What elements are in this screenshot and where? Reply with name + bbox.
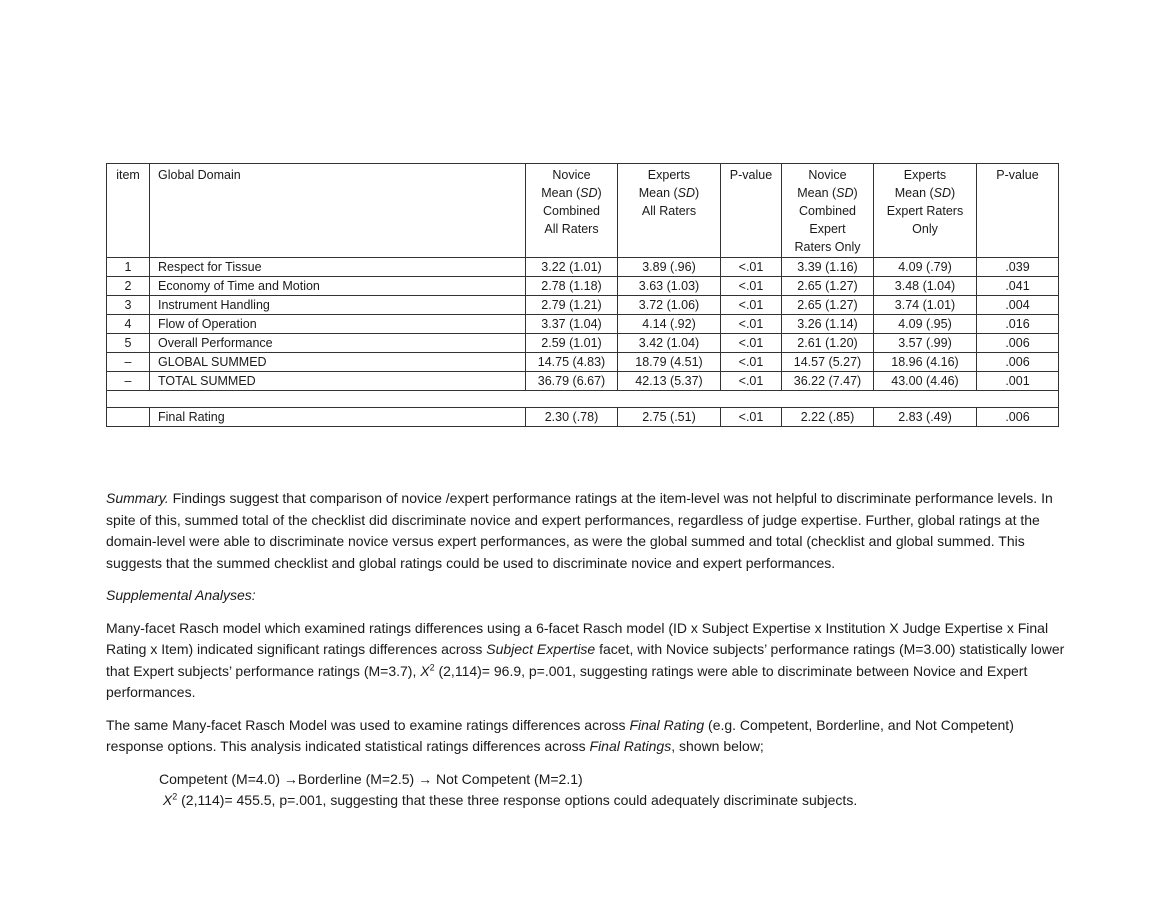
table-cell: – [107, 353, 150, 372]
table-cell: .041 [977, 277, 1059, 296]
table-cell: 2.83 (.49) [874, 408, 977, 427]
table-cell: 3 [107, 296, 150, 315]
table-row [107, 334, 1059, 353]
table-cell: 5 [107, 334, 150, 353]
header-experts-expert-raters: Experts Mean (SD) Expert Raters Only [874, 164, 977, 258]
formula-line-1: Competent (M=4.0) →Borderline (M=2.5) → Not Competent (M=2.1) [159, 770, 583, 787]
table-cell: Flow of Operation [150, 315, 526, 334]
table-cell: 42.13 (5.37) [618, 372, 721, 391]
supplemental-paragraph-1: Many-facet Rasch model which examined ratings differences using a 6-facet Rasch model (ID x Subject Expertise x Institution X Judge Expertise x Final Rating x Item) indicated significant ratings differences across Subject Expertise facet, with Novice subjects’ performance ratings (M=3.00) statistically lower that Expert subjects’ performance ratings (M=3.7), $X^2$ (2,114)= 96.9, p=.001, suggesting ratings were able to discriminate between Novice and Expert performances. [106, 619, 1065, 700]
table-cell: <.01 [721, 353, 782, 372]
table-cell: 3.39 (1.16) [782, 258, 874, 277]
table-cell: .016 [977, 315, 1059, 334]
header-pvalue-2: P-value [977, 164, 1059, 258]
table-cell: 2.30 (.78) [526, 408, 618, 427]
table-cell: 3.89 (.96) [618, 258, 721, 277]
table-cell: 3.72 (1.06) [618, 296, 721, 315]
table-row-final-rating [107, 408, 1059, 427]
table-cell: .004 [977, 296, 1059, 315]
table-row [107, 353, 1059, 372]
table-row [107, 258, 1059, 277]
table-cell: <.01 [721, 334, 782, 353]
table-cell: <.01 [721, 296, 782, 315]
summary-label: Summary. [106, 490, 169, 506]
table-cell [107, 408, 150, 427]
header-novice-all: Novice Mean (SD) Combined All Raters [526, 164, 618, 258]
supplemental-heading: Supplemental Analyses: [106, 587, 256, 603]
table-cell: 3.48 (1.04) [874, 277, 977, 296]
table-cell: 2.22 (.85) [782, 408, 874, 427]
formula-block [159, 769, 1066, 812]
table-cell: <.01 [721, 372, 782, 391]
formula-line-2: $X^2$ (2,114)= 455.5, p=.001, suggesting that these three response options could adequately discriminate subjects. [162, 791, 858, 808]
table-header-row [107, 164, 1059, 258]
table-cell: 4.09 (.79) [874, 258, 977, 277]
table-cell: 2.61 (1.20) [782, 334, 874, 353]
table-cell: 2 [107, 277, 150, 296]
table-cell: 1 [107, 258, 150, 277]
table-cell: 14.75 (4.83) [526, 353, 618, 372]
table-cell: .006 [977, 353, 1059, 372]
table-row [107, 315, 1059, 334]
body-text [106, 488, 1066, 812]
table-cell: .039 [977, 258, 1059, 277]
table-body [107, 258, 1059, 427]
table-row [107, 277, 1059, 296]
table-cell [107, 391, 1059, 408]
table-cell: Final Rating [150, 408, 526, 427]
table-cell: 3.26 (1.14) [782, 315, 874, 334]
header-item: item [107, 164, 150, 258]
supplemental-paragraph-2: The same Many-facet Rasch Model was used to examine ratings differences across Final Rating (e.g. Competent, Borderline, and Not Competent) response options. This analysis indicated statistical ratings differences across Final Ratings, shown below; [106, 716, 1014, 754]
table-cell: GLOBAL SUMMED [150, 353, 526, 372]
table-cell: 3.74 (1.01) [874, 296, 977, 315]
table-cell: <.01 [721, 315, 782, 334]
header-novice-expert-raters: Novice Mean (SD) Combined Expert Raters Only [782, 164, 874, 258]
table-cell: 4.14 (.92) [618, 315, 721, 334]
table-spacer-row [107, 391, 1059, 408]
table-cell: 18.79 (4.51) [618, 353, 721, 372]
header-domain: Global Domain [150, 164, 526, 258]
table-cell: <.01 [721, 258, 782, 277]
table-cell: Respect for Tissue [150, 258, 526, 277]
table-cell: .001 [977, 372, 1059, 391]
table-cell: 3.63 (1.03) [618, 277, 721, 296]
table-cell: 3.22 (1.01) [526, 258, 618, 277]
table-cell: <.01 [721, 277, 782, 296]
table-cell: 2.65 (1.27) [782, 277, 874, 296]
table-cell: 36.79 (6.67) [526, 372, 618, 391]
table-cell: 14.57 (5.27) [782, 353, 874, 372]
table-cell: Instrument Handling [150, 296, 526, 315]
table-cell: 2.78 (1.18) [526, 277, 618, 296]
table-cell: 3.42 (1.04) [618, 334, 721, 353]
table-cell: .006 [977, 334, 1059, 353]
table-row [107, 372, 1059, 391]
table-cell: 43.00 (4.46) [874, 372, 977, 391]
table-cell: Economy of Time and Motion [150, 277, 526, 296]
table-cell: 2.75 (.51) [618, 408, 721, 427]
table-cell: Overall Performance [150, 334, 526, 353]
table-cell: <.01 [721, 408, 782, 427]
table-cell: 2.59 (1.01) [526, 334, 618, 353]
table-cell: 4.09 (.95) [874, 315, 977, 334]
results-table [106, 163, 1059, 427]
table-cell: 3.57 (.99) [874, 334, 977, 353]
table-cell: 2.79 (1.21) [526, 296, 618, 315]
table-cell: 3.37 (1.04) [526, 315, 618, 334]
header-experts-all: Experts Mean (SD) All Raters [618, 164, 721, 258]
table-cell: 18.96 (4.16) [874, 353, 977, 372]
table-cell: 2.65 (1.27) [782, 296, 874, 315]
table-cell: 4 [107, 315, 150, 334]
table-cell: – [107, 372, 150, 391]
table-row [107, 296, 1059, 315]
table-cell: .006 [977, 408, 1059, 427]
table-cell: TOTAL SUMMED [150, 372, 526, 391]
table-cell: 36.22 (7.47) [782, 372, 874, 391]
header-pvalue-1: P-value [721, 164, 782, 258]
summary-paragraph: Summary. Findings suggest that comparison of novice /expert performance ratings at the item-level was not helpful to discriminate performance levels. In spite of this, summed total of the checklist did discriminate novice and expert performances, regardless of judge expertise. Further, global ratings at the domain-level were able to discriminate novice versus expert performances, as were the global summed and total (checklist and global summed. This suggests that the summed checklist and global ratings could be used to discriminate novice and expert performances. [106, 490, 1053, 571]
